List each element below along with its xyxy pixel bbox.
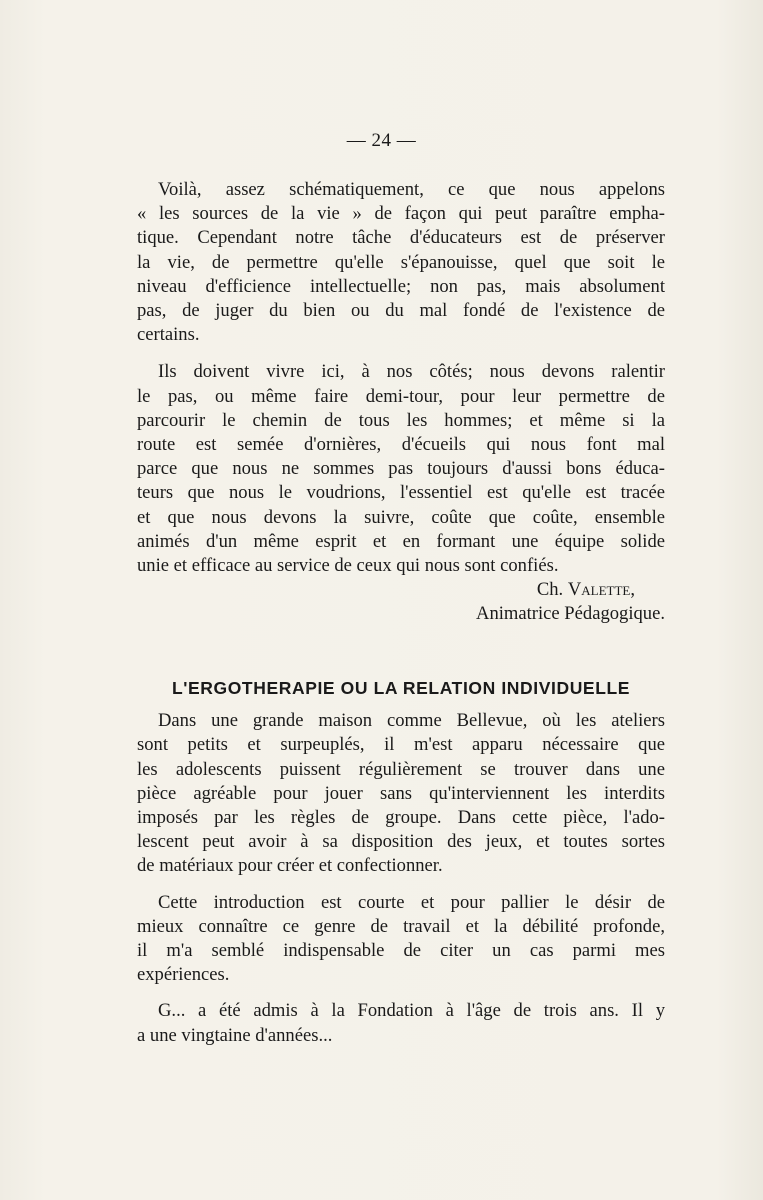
text-line: mieux connaître ce genre de travail et la débilité profonde, — [137, 915, 665, 937]
text-line: animés d'un même esprit et en formant une équipe solide — [137, 530, 665, 552]
paragraph-bellevue — [137, 709, 665, 878]
section-heading: L'ERGOTHERAPIE OU LA RELATION INDIVIDUELLE — [171, 678, 631, 699]
signature-title: Animatrice Pédagogique. — [476, 603, 665, 625]
text-line: Ils doivent vivre ici, à nos côtés; nous devons ralentir — [158, 361, 665, 383]
text-line: « les sources de la vie » de façon qui peut paraître empha- — [137, 203, 665, 225]
text-line: pièce agréable pour jouer sans qu'interviennent les interdits — [137, 782, 665, 804]
text-line: de matériaux pour créer et confectionner. — [137, 855, 443, 877]
text-line: Voilà, assez schématiquement, ce que nous appelons — [158, 179, 665, 200]
text-line: Cette introduction est courte et pour pallier le désir de — [158, 891, 665, 913]
text-line: sont petits et surpeuplés, il m'est apparu nécessaire que — [137, 734, 665, 756]
text-line: imposés par les règles de groupe. Dans cette pièce, l'ado- — [137, 807, 665, 829]
text-line: il m'a semblé indispensable de citer un cas parmi mes — [137, 940, 665, 962]
text-line: teurs que nous le voudrions, l'essentiel est qu'elle est tracée — [137, 482, 665, 504]
signature-block — [137, 578, 665, 626]
paragraph-sources-de-la-vie — [137, 178, 665, 347]
text-line: parce que nous ne sommes pas toujours d'aussi bons éduca- — [137, 458, 665, 480]
signature-name — [137, 578, 665, 602]
text-line: parcourir le chemin de tous les hommes; et même si la — [137, 409, 665, 431]
text-line: expériences. — [137, 964, 230, 986]
page-content — [137, 178, 665, 1048]
signature-prefix: Ch. — [536, 579, 568, 601]
text-line: a une vingtaine d'années... — [137, 1024, 333, 1046]
signature-surname: Valette, — [567, 579, 635, 601]
text-line: tique. Cependant notre tâche d'éducateurs est de préserver — [137, 227, 665, 249]
text-line: Dans une grande maison comme Bellevue, où les ateliers — [158, 710, 665, 732]
text-line: pas, de juger du bien ou du mal fondé de l'existence de — [137, 300, 665, 322]
text-line: niveau d'efficience intellectuelle; non pas, mais absolument — [137, 275, 665, 297]
paragraph-case-g — [137, 999, 665, 1047]
page-number: — 24 — — [346, 130, 417, 151]
text-line: et que nous devons la suivre, coûte que coûte, ensemble — [137, 506, 665, 528]
text-line: les adolescents puissent régulièrement se trouver dans une — [137, 758, 665, 780]
paragraph-vivre-ici — [137, 360, 665, 578]
text-line: le pas, ou même faire demi-tour, pour leur permettre de — [137, 385, 665, 407]
paragraph-introduction — [137, 891, 665, 988]
text-line: route est semée d'ornières, d'écueils qui nous font mal — [137, 434, 665, 456]
text-line: certains. — [137, 324, 200, 346]
text-line: unie et efficace au service de ceux qui nous sont confiés. — [137, 555, 559, 577]
text-line: la vie, de permettre qu'elle s'épanouisse, quel que soit le — [137, 251, 665, 273]
text-line: lescent peut avoir à sa disposition des jeux, et toutes sortes — [137, 831, 665, 853]
text-line: G... a été admis à la Fondation à l'âge de trois ans. Il y — [158, 1000, 665, 1022]
